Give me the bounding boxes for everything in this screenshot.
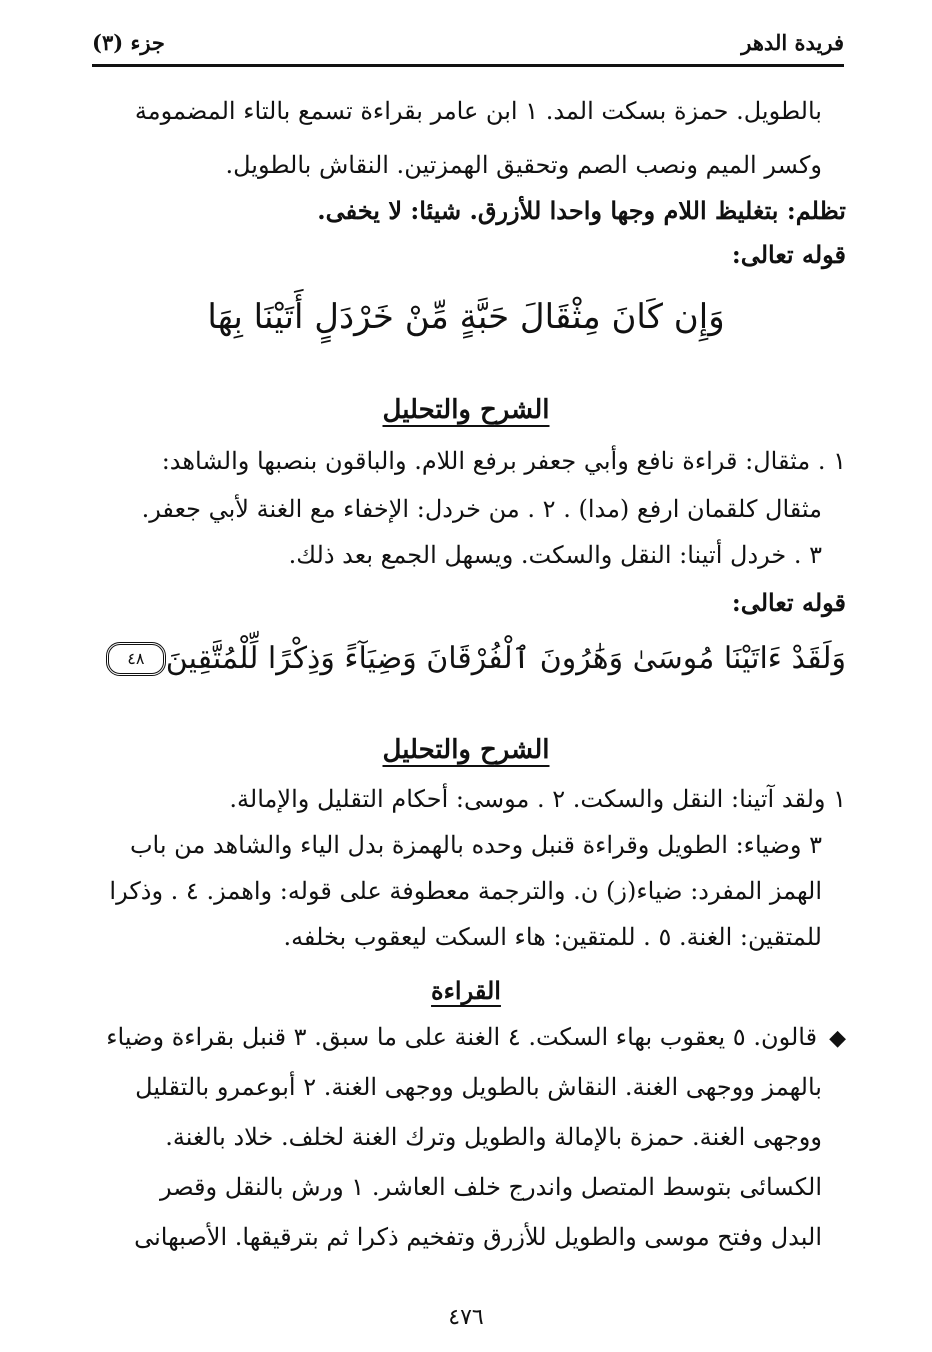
text-line-18: قالون. ٥ يعقوب بهاء السكت. ٤ الغنة على ما سبق. ٣ قنبل بقراءة وضياء [106, 1023, 818, 1051]
text-line-18-row [96, 1022, 846, 1053]
text-line-1: بالطويل. حمزة بسكت المد. ١ ابن عامر بقراءة تسمع بالتاء المضمومة [134, 97, 822, 125]
section-title-1: الشرح والتحليل [382, 395, 550, 425]
bullet-diamond-icon: ◆ [829, 1026, 846, 1051]
section-label-1: قوله تعالى: [731, 240, 846, 269]
quran-verse-1: وَإِن كَانَ مِثْقَالَ حَبَّةٍ مِّنْ خَرْدَلٍ أَتَيْنَا بِهَا [207, 297, 725, 337]
text-line-15: الهمز المفرد: ضياء(ز) ن. والترجمة معطوفة على قوله: واهمز. ٤ . وذكرا [109, 877, 822, 905]
text-line-3: تظلم: بتغليظ اللام وجها واحدا للأزرق. شيئا: لا يخفى. [317, 196, 846, 225]
header-rule [92, 64, 844, 67]
text-line-8: مثقال كلقمان ارفع (مدا) . ٢ . من خردل: الإخفاء مع الغنة لأبي جعفر. [141, 495, 822, 523]
running-header-title: فريدة الدهر [741, 30, 844, 55]
text-line-20: ووجهى الغنة. حمزة بالإمالة والطويل وترك الغنة لخلف. خلاد بالغنة. [165, 1123, 822, 1151]
text-line-21: الكسائى بتوسط المتصل واندرج خلف العاشر. ١ ورش بالنقل وقصر [159, 1173, 822, 1201]
quran-verse-2: وَلَقَدْ ءَاتَيْنَا مُوسَىٰ وَهَٰرُونَ ٱلْفُرْقَانَ وَضِيَآءً وَذِكْرًا لِّلْمُتَّقِينَ [165, 641, 846, 676]
text-line-22: البدل وفتح موسى والطويل للأزرق وتفخيم ذكرا ثم بترقيقها. الأصبهانى [134, 1223, 822, 1251]
text-line-9: ٣ . خردل أتينا: النقل والسكت. ويسهل الجمع بعد ذلك. [288, 541, 822, 569]
page-number: ٤٧٦ [448, 1305, 484, 1330]
ayah-number-mark: ٤٨ [106, 642, 166, 676]
section-title-2: الشرح والتحليل [382, 735, 550, 765]
text-line-2: وكسر الميم ونصب الصم وتحقيق الهمزتين. النقاش بالطويل. [225, 151, 822, 179]
section-label-2: قوله تعالى: [731, 588, 846, 617]
section-title-3: القراءة [431, 976, 501, 1005]
text-line-13: ١ ولقد آتينا: النقل والسكت. ٢ . موسى: أحكام التقليل والإمالة. [229, 785, 846, 813]
running-header-part: جزء (٣) [92, 30, 165, 55]
quran-verse-2-row [100, 640, 846, 678]
text-line-16: للمتقين: الغنة. ٥ . للمتقين: هاء السكت ليعقوب بخلفه. [283, 923, 822, 951]
text-line-14: ٣ وضياء: الطويل وقراءة قنبل وحده بالهمزة بدل الياء والشاهد من باب [129, 831, 822, 859]
text-line-19: بالهمز ووجهى الغنة. النقاش بالطويل ووجهى الغنة. ٢ أبوعمرو بالتقليل [135, 1073, 822, 1101]
text-line-7: ١ . مثقال: قراءة نافع وأبي جعفر برفع اللام. والباقون بنصبها والشاهد: [161, 447, 846, 475]
